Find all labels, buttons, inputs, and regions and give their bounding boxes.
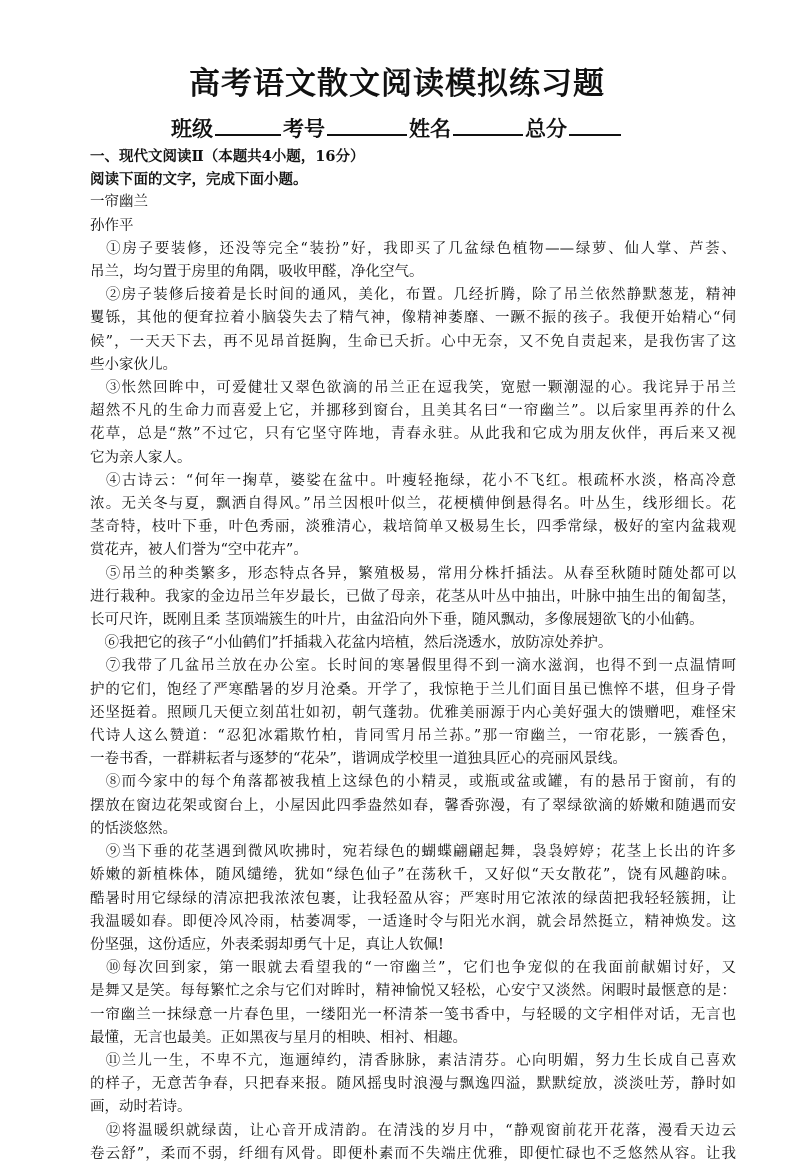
article-paragraph [90,771,736,841]
paragraph-line: 代诗人这么赞道：“忍犯冰霜欺竹柏，肯同雪月吊兰荪。”那一帘幽兰，一帘花影，一簇香色， [90,728,736,745]
paragraph-line: 赏花卉，被人们誉为“空中花卉”。 [90,542,308,559]
paragraph-line: 酷暑时用它绿绿的清凉把我浓浓包裹，让我轻盈从容；严寒时用它浓浓的绿茵把我轻轻簇拥，让 [90,890,736,907]
article-paragraph [90,284,736,377]
article-paragraph [90,377,736,470]
paragraph-line: 我温暖如春。即便冷风冷雨，枯萎凋零，一适逢时令与阳光水润，就会昂然挺立，精神焕发。这 [90,913,736,930]
paragraph-line: 的恬淡悠然。 [90,820,177,837]
class-blank[interactable] [215,114,281,136]
paragraph-line: 的样子，无意苦争春，只把春来报。随风摇曳时浪漫与飘逸四溢，默默绽放，淡淡吐芳，静时如 [90,1076,736,1093]
paragraph-line: ④古诗云：“何年一掬草，婆娑在盆中。叶瘦轻拖绿，花小不飞红。根疏杯水淡，格高冷意 [90,472,736,489]
article-paragraph [90,563,736,633]
paragraph-line: ⑧而今家中的每个角落都被我植上这绿色的小精灵，或瓶或盆或罐，有的悬吊于窗前，有的 [90,774,736,791]
class-label: 班级 [171,117,213,141]
section-heading: 一、现代文阅读Ⅱ（本题共4小题，16分） [90,148,365,165]
name-label: 姓名 [409,117,451,141]
instruction: 阅读下面的文字，完成下面小题。 [90,171,308,189]
article-paragraph [90,957,736,1050]
paragraph-line: 些小家伙儿。 [90,356,177,373]
paragraph-line: ⑩每次回到家，第一眼就去看望我的“一帘幽兰”，它们也争宠似的在我面前献媚讨好，又 [90,960,736,977]
article-paragraph [90,470,736,563]
paragraph-line: 矍铄，其他的便耷拉着小脑袋失去了精气神，像精神萎靡、一蹶不振的孩子。我便开始精心“伺 [90,310,736,327]
paragraph-line: ⑨当下垂的花茎遇到微风吹拂时，宛若绿色的蝴蝶翩翩起舞，袅袅婷婷；花茎上长出的许多 [90,844,736,861]
article-paragraph [90,1050,736,1120]
paragraph-line: 浓。无关冬与夏，飘洒自得风。”吊兰因根叶似兰，花梗横伸倒悬得名。叶丛生，线形细长。花 [90,496,736,513]
name-blank[interactable] [453,114,523,136]
paragraph-line: 娇嫩的新植株体，随风缱绻，犹如“绿色仙子”在荡秋千，又好似“天女散花”，饶有风趣韵味。 [90,867,736,884]
paragraph-line: 长可尺许，既刚且柔 茎顶端簇生的叶片，由盆沿向外下垂，随风飘动，多像展翅欲飞的小仙鹤。 [90,612,704,629]
student-info-line [0,113,794,143]
paragraph-line: 它为亲人家人。 [90,449,192,466]
article-title: 一帘幽兰 [90,194,148,211]
paragraph-line: 卷云舒”，柔而不弱，纤细有风骨。即便朴素而不失端庄优雅，即便忙碌也不乏悠然从容。让我 [90,1145,736,1162]
exam-no-label: 考号 [283,117,325,141]
paragraph-line: 一卷书香，一群耕耘者与逐梦的“花朵”，谐调成学校里一道独具匠心的亮丽风景线。 [90,751,627,768]
paragraph-line: ⑥我把它的孩子“小仙鹤们”扦插栽入花盆内培植，然后浇透水，放防凉处养护。 [90,635,613,652]
paragraph-line: 候”，一天天下去，再不见昂首挺胸，生命已夭折。心中无奈，又不免自责起来，是我伤害了这 [90,333,736,350]
article-paragraph [90,632,736,655]
paragraph-line: 画，动时若诗。 [90,1099,192,1116]
paragraph-line: 茎奇特，枝叶下垂，叶色秀丽，淡雅清心，栽培简单又极易生长，四季常绿，极好的室内盆栽观 [90,519,736,536]
paragraph-line: 进行栽种。我家的金边吊兰年岁最长，已做了母亲，花茎从叶丛中抽出，叶脉中抽生出的匍匐茎， [90,588,736,605]
paragraph-line: 超然不凡的生命力而喜爱上它，并挪移到窗台，且美其名曰“一帘幽兰”。以后家里再养的什么 [90,403,736,420]
paragraph-line: ⑫将温暖织就绿茵，让心音开成清韵。在清浅的岁月中，“静观窗前花开花落，漫看天边云 [90,1122,736,1139]
reading-content [90,145,736,1166]
paragraph-line: ⑤吊兰的种类繁多，形态特点各异，繁殖极易，常用分株扦插法。从春至秋随时随处都可以 [90,565,736,582]
score-label: 总分 [525,117,567,141]
exam-no-blank[interactable] [327,114,407,136]
paragraph-line: 护的它们，饱经了严寒酷暑的岁月沧桑。开学了，我惊艳于兰儿们面目虽已憔悴不堪，但身子骨 [90,681,736,698]
paragraph-line: ⑪兰儿一生，不卑不亢，迤逦绰约，清香脉脉，素洁清芬。心向明媚，努力生长成自己喜欢 [90,1052,736,1069]
paragraph-line: 还坚挺着。照顾几天便立刻茁壮如初，朝气蓬勃。优雅美丽源于内心美好强大的馈赠吧，难怪宋 [90,704,736,721]
paragraph-line: 最懂，无言也最美。正如黑夜与星月的相映、相衬、相趣。 [90,1029,467,1046]
article-paragraph [90,655,736,771]
paragraph-line: 一帘幽兰一抹绿意一片春色里，一缕阳光一杯清茶一笺书香中，与轻暖的文字相伴对话，无言也 [90,1006,736,1023]
paragraph-line: ③怅然回眸中，可爱健壮又翠色欲滴的吊兰正在逗我笑，宽慰一颗潮湿的心。我诧异于吊兰 [90,380,736,397]
paragraph-line: 份坚强，这份适应，外表柔弱却勇气十足，真让人钦佩! [90,936,444,953]
paragraph-line: 花草，总是“熬”不过它，只有它坚守阵地，青春永驻。从此我和它成为朋友伙伴，再后来又视 [90,426,736,443]
paragraph-line: 是舞又是笑。每每繁忙之余与它们对眸时，精神愉悦又轻松，心安宁又淡然。闲暇时最惬意的是： [90,983,736,1000]
article-paragraph [90,238,736,284]
paragraph-line: ②房子装修后接着是长时间的通风，美化，布置。几经折腾，除了吊兰依然静默葱茏，精神 [90,287,736,304]
paragraph-line: 吊兰，均匀置于房里的角隅，吸收甲醛，净化空气。 [90,264,424,281]
page-title: 高考语文散文阅读模拟练习题 [189,66,605,102]
paragraph-line: ①房子要装修，还没等完全“装扮”好，我即买了几盆绿色植物——绿萝、仙人掌、芦荟、 [90,240,736,257]
article-body [90,238,736,1166]
paragraph-line: ⑦我带了几盆吊兰放在办公室。长时间的寒暑假里得不到一滴水滋润，也得不到一点温情呵 [90,658,736,675]
article-paragraph [90,841,736,957]
article-author: 孙作平 [90,217,134,234]
paragraph-line: 摆放在窗边花架或窗台上，小屋因此四季盎然如春，馨香弥漫，有了翠绿欲滴的娇嫩和随遇而安 [90,797,736,814]
score-blank[interactable] [569,114,621,136]
article-paragraph [90,1120,736,1166]
